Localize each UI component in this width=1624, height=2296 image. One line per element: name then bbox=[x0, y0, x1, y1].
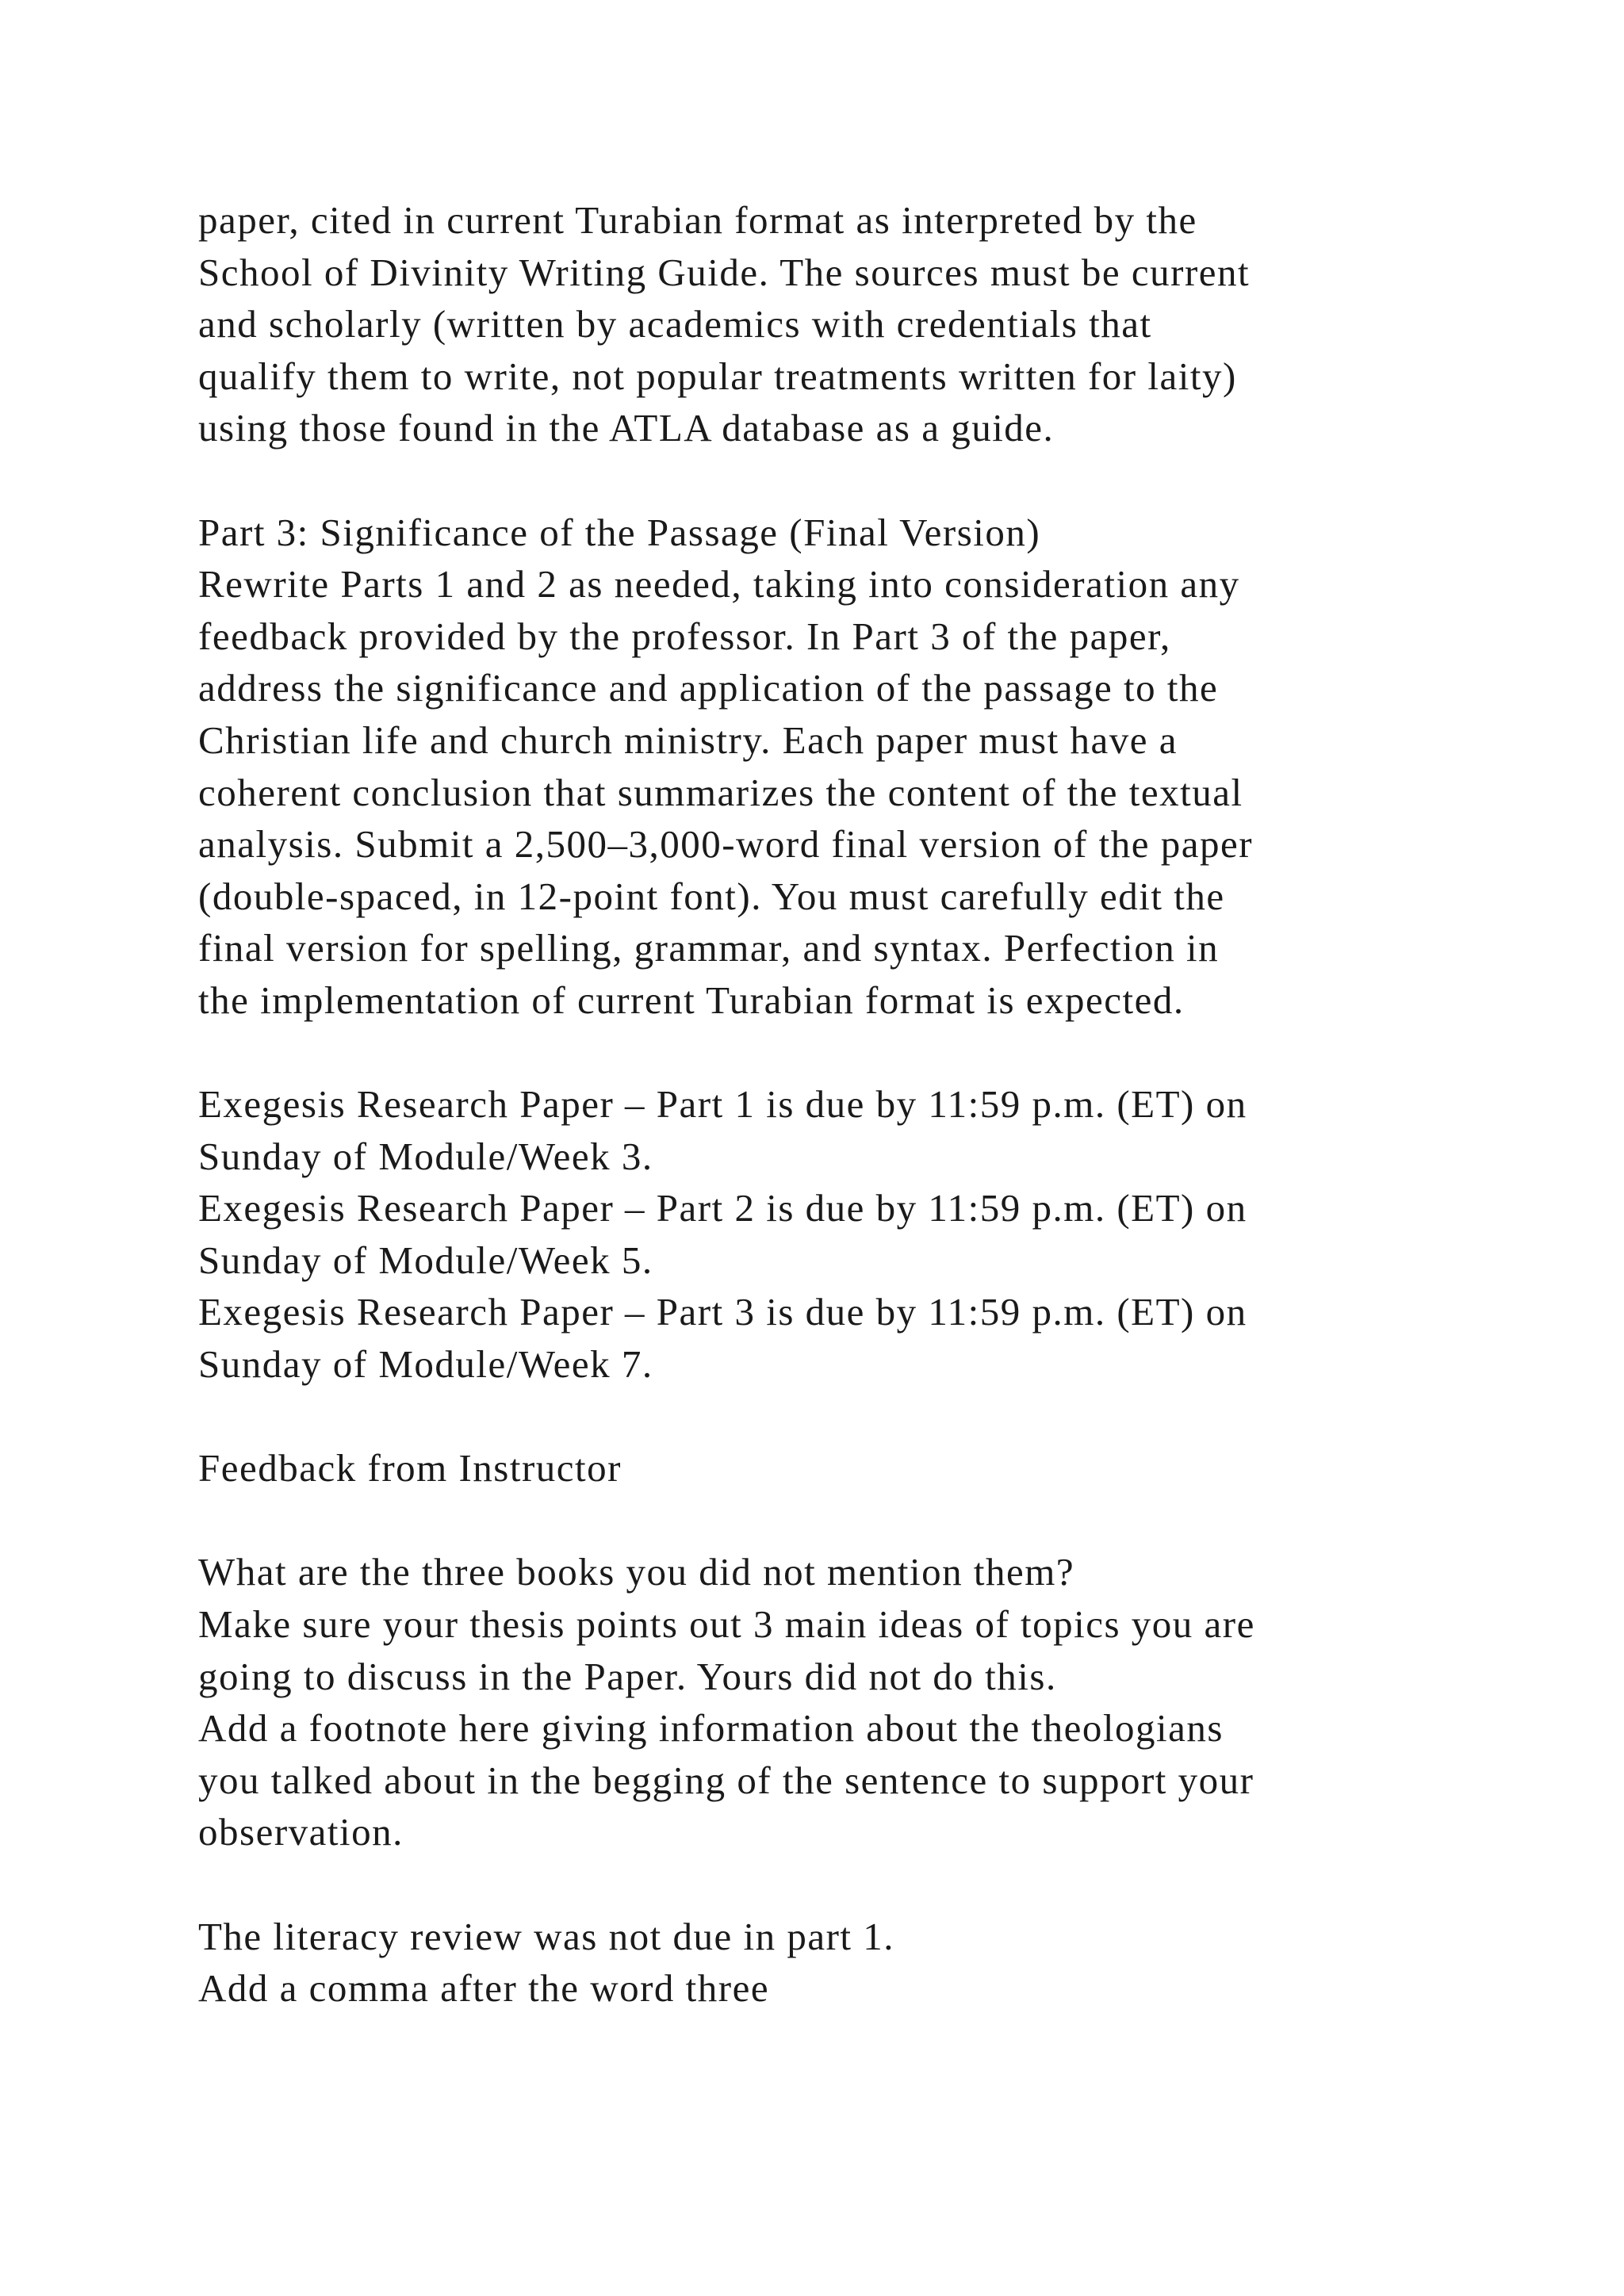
text-line: going to discuss in the Paper. Yours did not do this. bbox=[198, 1654, 1057, 1698]
paragraph bbox=[198, 194, 1507, 454]
text-line: Sunday of Module/Week 3. bbox=[198, 1134, 653, 1178]
text-line: Exegesis Research Paper – Part 2 is due by 11:59 p.m. (ET) on bbox=[198, 1186, 1247, 1230]
paragraph bbox=[198, 1911, 1507, 2015]
paragraph-gap bbox=[198, 454, 1507, 507]
text-line: Make sure your thesis points out 3 main ideas of topics you are bbox=[198, 1602, 1255, 1647]
text-line: Add a comma after the word three bbox=[198, 1966, 770, 2011]
text-line: School of Divinity Writing Guide. The sources must be current bbox=[198, 250, 1251, 294]
text-line: Christian life and church ministry. Each paper must have a bbox=[198, 718, 1178, 762]
text-line: final version for spelling, grammar, and syntax. Perfection in bbox=[198, 926, 1220, 970]
text-line: observation. bbox=[198, 1810, 404, 1854]
paragraph-gap bbox=[198, 1858, 1507, 1911]
paragraph bbox=[198, 1078, 1507, 1391]
text-line: What are the three books you did not mention them? bbox=[198, 1550, 1075, 1594]
text-line: address the significance and application of the passage to the bbox=[198, 666, 1219, 710]
paragraph-gap bbox=[198, 1027, 1507, 1079]
text-line: Exegesis Research Paper – Part 1 is due by 11:59 p.m. (ET) on bbox=[198, 1082, 1247, 1127]
text-line: Exegesis Research Paper – Part 3 is due by 11:59 p.m. (ET) on bbox=[198, 1290, 1247, 1334]
paragraph bbox=[198, 1442, 1507, 1494]
paragraph-gap bbox=[198, 1391, 1507, 1443]
text-line: qualify them to write, not popular treatments written for laity) bbox=[198, 354, 1237, 398]
text-line: using those found in the ATLA database as a guide. bbox=[198, 406, 1055, 450]
document-body bbox=[198, 194, 1507, 2015]
paragraph-gap bbox=[198, 1494, 1507, 1547]
text-line: feedback provided by the professor. In Part 3 of the paper, bbox=[198, 614, 1171, 658]
text-line: the implementation of current Turabian format is expected. bbox=[198, 978, 1185, 1022]
text-line: Sunday of Module/Week 5. bbox=[198, 1238, 653, 1282]
text-line: (double-spaced, in 12-point font). You must carefully edit the bbox=[198, 874, 1225, 918]
text-line: Add a footnote here giving information about the theologians bbox=[198, 1706, 1224, 1751]
text-line: The literacy review was not due in part 1. bbox=[198, 1914, 895, 1958]
text-line: and scholarly (written by academics with credentials that bbox=[198, 302, 1152, 346]
text-line: Feedback from Instructor bbox=[198, 1446, 622, 1490]
text-line: Sunday of Module/Week 7. bbox=[198, 1342, 653, 1387]
text-line: coherent conclusion that summarizes the content of the textual bbox=[198, 770, 1243, 814]
text-line: paper, cited in current Turabian format as interpreted by the bbox=[198, 198, 1197, 242]
text-line: analysis. Submit a 2,500–3,000-word final version of the paper bbox=[198, 822, 1254, 867]
text-line: you talked about in the begging of the sentence to support your bbox=[198, 1758, 1254, 1802]
paragraph bbox=[198, 1546, 1507, 1858]
text-line: Rewrite Parts 1 and 2 as needed, taking into consideration any bbox=[198, 562, 1240, 607]
text-line: Part 3: Significance of the Passage (Final Version) bbox=[198, 510, 1041, 554]
paragraph bbox=[198, 507, 1507, 1027]
